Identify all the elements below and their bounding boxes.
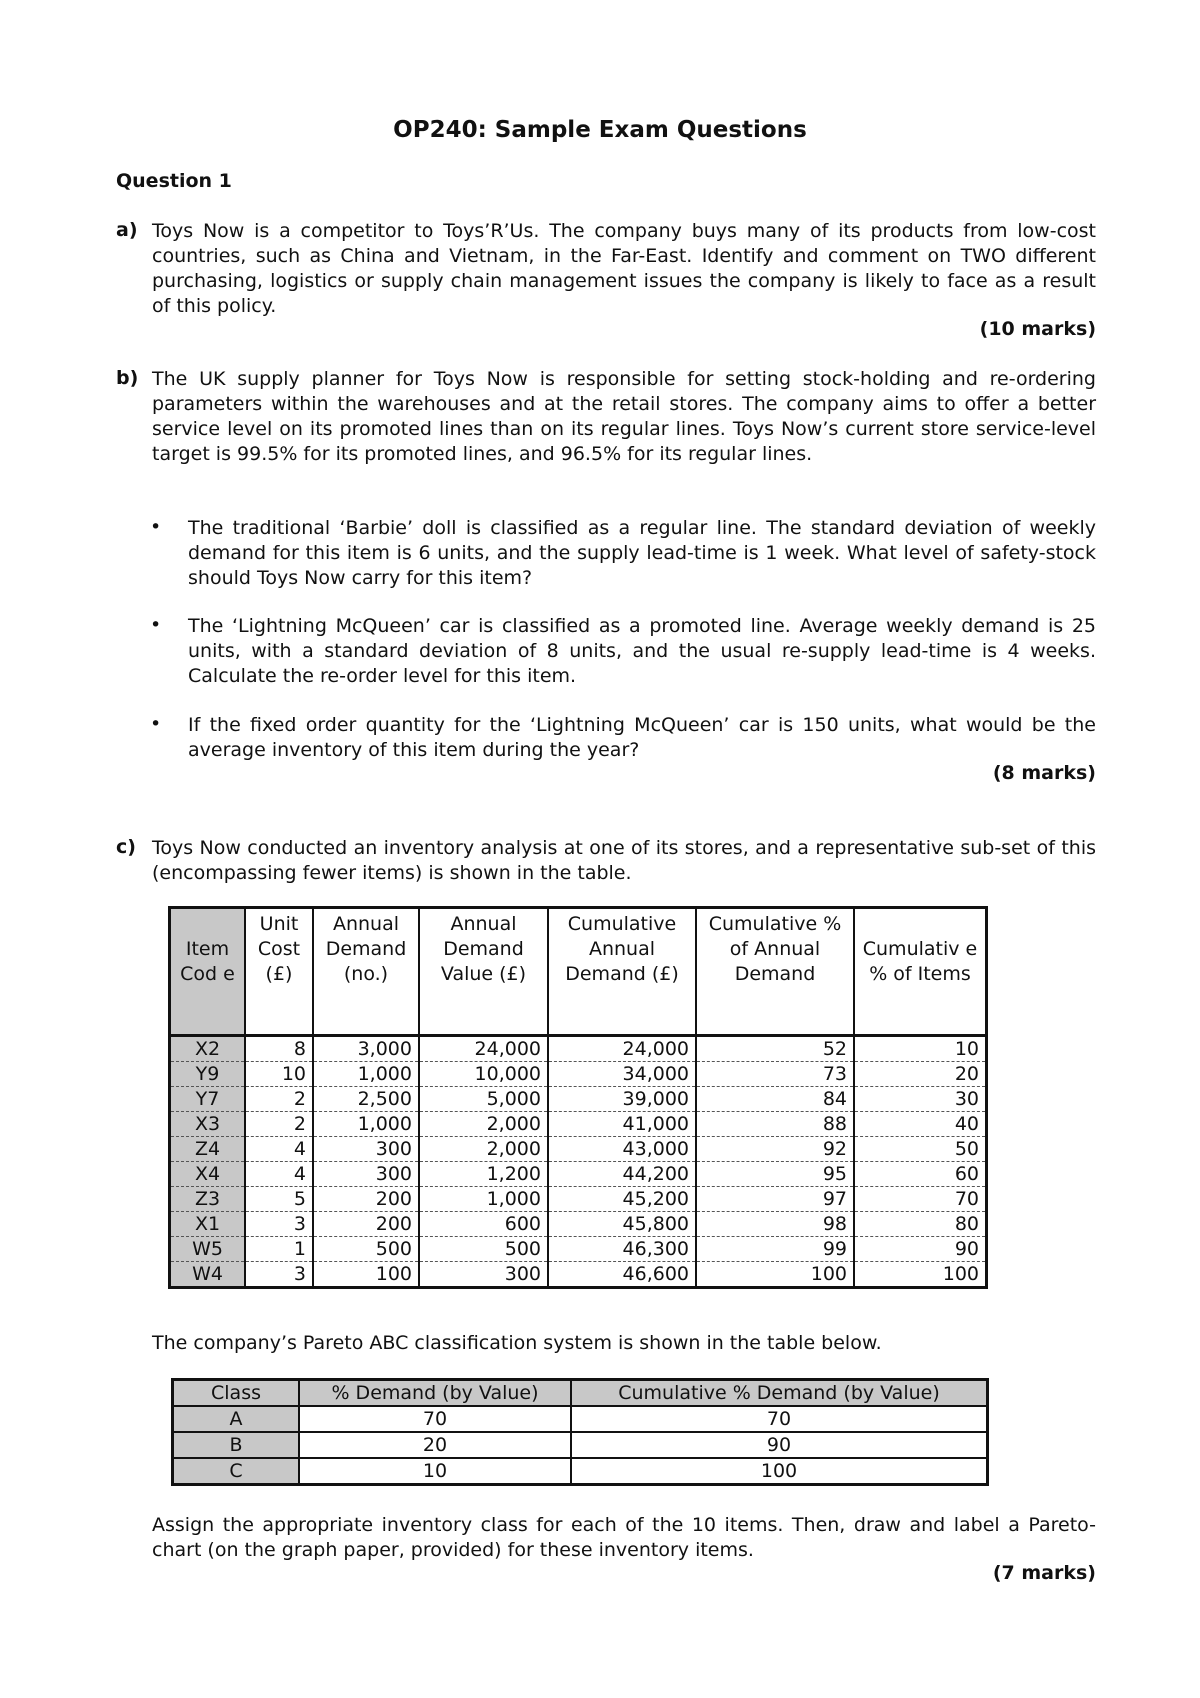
cell-cumulative-percent-demand: 52	[696, 1036, 854, 1062]
table-row	[170, 1137, 987, 1162]
cell-cumulative-annual-demand: 39,000	[548, 1087, 696, 1112]
header-percent-demand: % Demand (by Value)	[299, 1380, 571, 1407]
cell-annual-demand-value: 2,000	[419, 1137, 548, 1162]
cell-annual-demand-value: 2,000	[419, 1112, 548, 1137]
part-b-marks: (8 marks)	[992, 762, 1096, 784]
table-row	[170, 1262, 987, 1288]
cell-percent-demand: 70	[299, 1406, 571, 1432]
part-c-letter: c)	[116, 836, 136, 858]
cell-cumulative-percent-items: 40	[854, 1112, 987, 1137]
cell-annual-demand: 1,000	[313, 1112, 419, 1137]
part-b-letter: b)	[116, 367, 139, 389]
cell-item-code: W4	[170, 1262, 246, 1288]
header-item-code: Item Cod e	[170, 908, 246, 1036]
cell-item-code: Y7	[170, 1087, 246, 1112]
bullet-icon: •	[150, 614, 162, 636]
cell-cumulative-percent-demand: 100	[571, 1458, 988, 1485]
cell-annual-demand: 500	[313, 1237, 419, 1262]
cell-cumulative-percent-items: 100	[854, 1262, 987, 1288]
table-row	[173, 1406, 988, 1432]
bullet-item-2: The ‘Lightning McQueen’ car is classified as a promoted line. Average weekly demand is 25 units, with a standard deviation of 8 units, and the usual re-supply lead-time is 4 weeks. Calculate the re-order level for this item.	[188, 615, 1096, 687]
cell-class: A	[173, 1406, 300, 1432]
table-row	[170, 1187, 987, 1212]
cell-percent-demand: 20	[299, 1432, 571, 1458]
cell-item-code: Z3	[170, 1187, 246, 1212]
cell-annual-demand-value: 600	[419, 1212, 548, 1237]
cell-item-code: Z4	[170, 1137, 246, 1162]
cell-unit-cost: 2	[245, 1112, 313, 1137]
cell-annual-demand: 100	[313, 1262, 419, 1288]
cell-cumulative-annual-demand: 34,000	[548, 1062, 696, 1087]
cell-annual-demand-value: 5,000	[419, 1087, 548, 1112]
cell-annual-demand: 200	[313, 1212, 419, 1237]
cell-class: C	[173, 1458, 300, 1485]
cell-cumulative-percent-demand: 73	[696, 1062, 854, 1087]
header-unit-cost: Unit Cost (£)	[245, 908, 313, 1036]
cell-item-code: X2	[170, 1036, 246, 1062]
cell-annual-demand: 1,000	[313, 1062, 419, 1087]
cell-cumulative-percent-items: 30	[854, 1087, 987, 1112]
cell-unit-cost: 5	[245, 1187, 313, 1212]
cell-cumulative-percent-demand: 100	[696, 1262, 854, 1288]
cell-item-code: X3	[170, 1112, 246, 1137]
closing-text: Assign the appropriate inventory class for each of the 10 items. Then, draw and label a Pareto-chart (on the graph paper, provided) for these inventory items.	[152, 1514, 1096, 1561]
page-title: OP240: Sample Exam Questions	[393, 117, 807, 143]
cell-cumulative-annual-demand: 41,000	[548, 1112, 696, 1137]
bullet-icon: •	[150, 713, 162, 735]
table-row	[170, 1087, 987, 1112]
table-row	[170, 1237, 987, 1262]
cell-cumulative-percent-demand: 84	[696, 1087, 854, 1112]
cell-cumulative-percent-items: 10	[854, 1036, 987, 1062]
cell-annual-demand: 300	[313, 1137, 419, 1162]
cell-cumulative-annual-demand: 45,800	[548, 1212, 696, 1237]
cell-cumulative-percent-demand: 98	[696, 1212, 854, 1237]
table-row	[170, 1112, 987, 1137]
cell-cumulative-annual-demand: 44,200	[548, 1162, 696, 1187]
class-table	[171, 1378, 989, 1486]
class-table-header	[173, 1380, 988, 1407]
pareto-intro: The company’s Pareto ABC classification system is shown in the table below.	[152, 1332, 882, 1354]
cell-unit-cost: 4	[245, 1162, 313, 1187]
cell-cumulative-percent-demand: 99	[696, 1237, 854, 1262]
cell-cumulative-percent-demand: 90	[571, 1432, 988, 1458]
header-cumulative-percent-demand: Cumulative % of Annual Demand	[696, 908, 854, 1036]
table-row	[170, 1062, 987, 1087]
cell-cumulative-annual-demand: 43,000	[548, 1137, 696, 1162]
cell-item-code: Y9	[170, 1062, 246, 1087]
header-cumulative-percent-items: Cumulativ e % of Items	[854, 908, 987, 1036]
cell-cumulative-annual-demand: 46,300	[548, 1237, 696, 1262]
cell-class: B	[173, 1432, 300, 1458]
part-c-text: Toys Now conducted an inventory analysis at one of its stores, and a representative sub-set of this (encompassing fewer items) is shown in the table.	[152, 837, 1096, 884]
table-row	[170, 1036, 987, 1062]
cell-annual-demand: 2,500	[313, 1087, 419, 1112]
header-class: Class	[173, 1380, 300, 1407]
header-annual-demand: Annual Demand (no.)	[313, 908, 419, 1036]
cell-cumulative-percent-demand: 92	[696, 1137, 854, 1162]
table-row	[170, 1212, 987, 1237]
cell-item-code: X1	[170, 1212, 246, 1237]
bullet-item-3: If the fixed order quantity for the ‘Lightning McQueen’ car is 150 units, what would be the average inventory of this item during the year?	[188, 714, 1096, 761]
cell-cumulative-percent-items: 60	[854, 1162, 987, 1187]
cell-annual-demand: 3,000	[313, 1036, 419, 1062]
cell-cumulative-percent-demand: 70	[571, 1406, 988, 1432]
cell-cumulative-percent-items: 90	[854, 1237, 987, 1262]
cell-annual-demand-value: 1,000	[419, 1187, 548, 1212]
cell-cumulative-percent-items: 20	[854, 1062, 987, 1087]
inventory-table-header	[170, 908, 987, 1036]
header-annual-demand-value: Annual Demand Value (£)	[419, 908, 548, 1036]
part-b-text: The UK supply planner for Toys Now is responsible for setting stock-holding and re-ordering parameters within the warehouses and at the retail stores. The company aims to offer a better service level on its promoted lines than on its regular lines. Toys Now’s current store service-level target is 99.5% for its promoted lines, and 96.5% for its regular lines.	[152, 368, 1096, 465]
cell-annual-demand-value: 300	[419, 1262, 548, 1288]
cell-unit-cost: 2	[245, 1087, 313, 1112]
part-a-marks: (10 marks)	[979, 318, 1096, 340]
cell-annual-demand: 300	[313, 1162, 419, 1187]
table-row	[173, 1458, 988, 1485]
cell-unit-cost: 3	[245, 1262, 313, 1288]
cell-cumulative-percent-demand: 88	[696, 1112, 854, 1137]
question-heading: Question 1	[116, 170, 232, 192]
part-a-text: Toys Now is a competitor to Toys’R’Us. The company buys many of its products from low-cost countries, such as China and Vietnam, in the Far-East. Identify and comment on TWO different purchasing, logistics or supply chain management issues the company is likely to face as a result of this policy.	[152, 220, 1096, 317]
cell-annual-demand-value: 500	[419, 1237, 548, 1262]
table-row	[173, 1432, 988, 1458]
cell-cumulative-annual-demand: 24,000	[548, 1036, 696, 1062]
header-cumulative-percent-demand: Cumulative % Demand (by Value)	[571, 1380, 988, 1407]
cell-cumulative-percent-demand: 95	[696, 1162, 854, 1187]
cell-unit-cost: 8	[245, 1036, 313, 1062]
cell-annual-demand-value: 10,000	[419, 1062, 548, 1087]
cell-percent-demand: 10	[299, 1458, 571, 1485]
table-row	[170, 1162, 987, 1187]
inventory-table	[168, 906, 988, 1289]
cell-cumulative-annual-demand: 45,200	[548, 1187, 696, 1212]
cell-unit-cost: 10	[245, 1062, 313, 1087]
cell-cumulative-percent-items: 50	[854, 1137, 987, 1162]
part-c-marks: (7 marks)	[992, 1562, 1096, 1584]
bullet-item-1: The traditional ‘Barbie’ doll is classified as a regular line. The standard deviation of weekly demand for this item is 6 units, and the supply lead-time is 1 week. What level of safety-stock should Toys Now carry for this item?	[188, 517, 1096, 589]
cell-cumulative-percent-items: 70	[854, 1187, 987, 1212]
cell-unit-cost: 4	[245, 1137, 313, 1162]
cell-annual-demand: 200	[313, 1187, 419, 1212]
header-cumulative-annual-demand: Cumulative Annual Demand (£)	[548, 908, 696, 1036]
cell-annual-demand-value: 1,200	[419, 1162, 548, 1187]
cell-unit-cost: 1	[245, 1237, 313, 1262]
cell-cumulative-annual-demand: 46,600	[548, 1262, 696, 1288]
cell-item-code: X4	[170, 1162, 246, 1187]
bullet-icon: •	[150, 516, 162, 538]
cell-cumulative-percent-items: 80	[854, 1212, 987, 1237]
cell-unit-cost: 3	[245, 1212, 313, 1237]
cell-item-code: W5	[170, 1237, 246, 1262]
part-a-letter: a)	[116, 219, 138, 241]
cell-annual-demand-value: 24,000	[419, 1036, 548, 1062]
cell-cumulative-percent-demand: 97	[696, 1187, 854, 1212]
